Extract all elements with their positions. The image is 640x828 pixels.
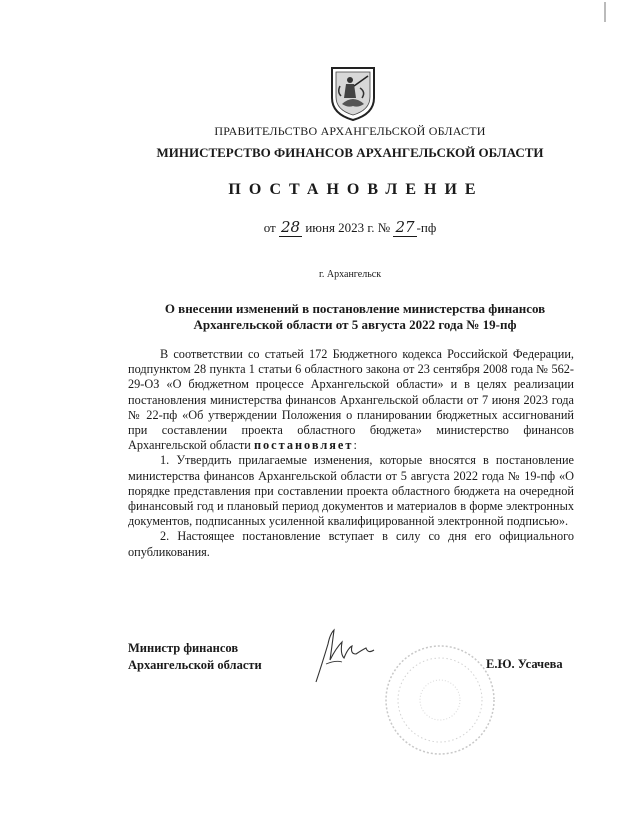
item-2: 2. Настоящее постановление вступает в силу со дня его официального опубликования. [128,529,574,559]
decree-word: постановляет [253,438,354,453]
date-day: 28 [280,218,301,236]
ministry-name: МИНИСТЕРСТВО ФИНАНСОВ АРХАНГЕЛЬСКОЙ ОБЛАСТИ [156,145,544,160]
document-number: 27 [395,218,415,236]
government-name: ПРАВИТЕЛЬСТВО АРХАНГЕЛЬСКОЙ ОБЛАСТИ [214,124,486,138]
item-1: 1. Утвердить прилагаемые изменения, которые вносятся в постановление министерства финансов Архангельской области от 5 августа 2022 года № 19-пф «О порядке представления при составлении проекта областного бюджета на очередной финансовый год и плановый период документов и материалов в форме электронных документов, подписанных усиленной квалифицированной электронной подписью». [128,453,574,529]
official-stamp-icon [380,640,500,760]
signatory-title-line-2: Архангельской области [128,658,262,672]
preamble-paragraph [128,347,574,453]
document-body [128,347,574,560]
signatory-title-line-1: Министр финансов [128,641,239,655]
number-suffix: -пф [416,220,437,235]
document-title: О внесении изменений в постановление министерства финансов Архангельской области от 5 августа 2022 года № 19-пф [164,301,546,332]
signatory-title [128,640,262,674]
date-prefix: от [263,220,276,235]
decree-colon: : [353,438,357,453]
handwritten-signature-icon [312,624,382,686]
city: г. Архангельск [318,269,382,280]
signatory-name: Е.Ю. Усачева [486,657,563,671]
date-month-year: июня 2023 г. № [305,220,391,235]
document-type: ПОСТАНОВЛЕНИЕ [228,181,484,198]
date-line [0,218,640,236]
scan-mark [604,2,606,22]
preamble-text: В соответствии со статьей 172 Бюджетного кодекса Российской Федерации, подпунктом 28 пункта 1 статьи 6 областного закона от 23 сентября 2008 года № 562-29-ОЗ «О бюджетном процессе Архангельской области» и в целях реализации постановления министерства финансов Архангельской области от 7 июня 2023 года № 22-пф «Об утверждении Положения о планировании бюджетных ассигнований при составлении проекта областного бюджета» министерство финансов Архангельской области [128,347,574,453]
coat-of-arms-icon [328,64,378,122]
